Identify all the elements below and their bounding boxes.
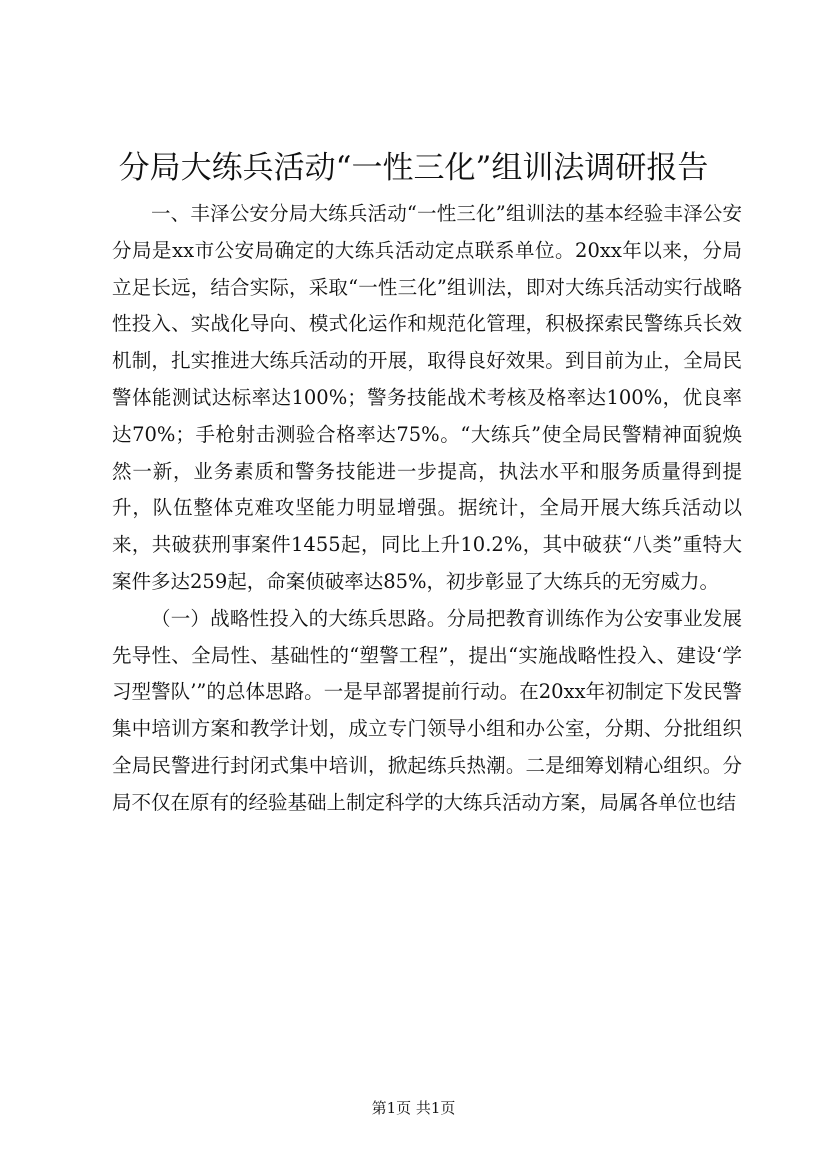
document-title: 分局大练兵活动“一性三化”组训法调研报告 [118, 150, 709, 186]
paragraph-2: （一）战略性投入的大练兵思路。分局把教育训练作为公安事业发展先导性、全局性、基础性的“塑警工程”，提出“实施战略性投入、建设‘学习型警队’”的总体思路。一是早部署提前行动。在20xx年初制定下发民警集中培训方案和教学计划，成立专门领导小组和办公室，分期、分批组织全局民警进行封闭式集中培训，掀起练兵热潮。二是细筹划精心组织。分局不仅在原有的经验基础上制定科学的大练兵活动方案，局属各单位也结 [112, 606, 742, 814]
page-number-footer: 第1页 共1页 [371, 1099, 456, 1117]
paragraph-1: 一、丰泽公安分局大练兵活动“一性三化”组训法的基本经验丰泽公安分局是xx市公安局确定的大练兵活动定点联系单位。20xx年以来，分局立足长远，结合实际，采取“一性三化”组训法，即对大练兵活动实行战略性投入、实战化导向、模式化运作和规范化管理，积极探索民警练兵长效机制，扎实推进大练兵活动的开展，取得良好效果。到目前为止，全局民警体能测试达标率达100%；警务技能战术考核及格率达100%，优良率达70%；手枪射击测验合格率达75%。“大练兵”使全局民警精神面貌焕然一新，业务素质和警务技能进一步提高，执法水平和服务质量得到提升，队伍整体克难攻坚能力明显增强。据统计，全局开展大练兵活动以来，共破获刑事案件1455起，同比上升10.2%，其中破获“八类”重特大案件多达259起，命案侦破率达85%，初步彰显了大练兵的无穷威力。 [112, 202, 742, 593]
document-body [112, 196, 742, 822]
